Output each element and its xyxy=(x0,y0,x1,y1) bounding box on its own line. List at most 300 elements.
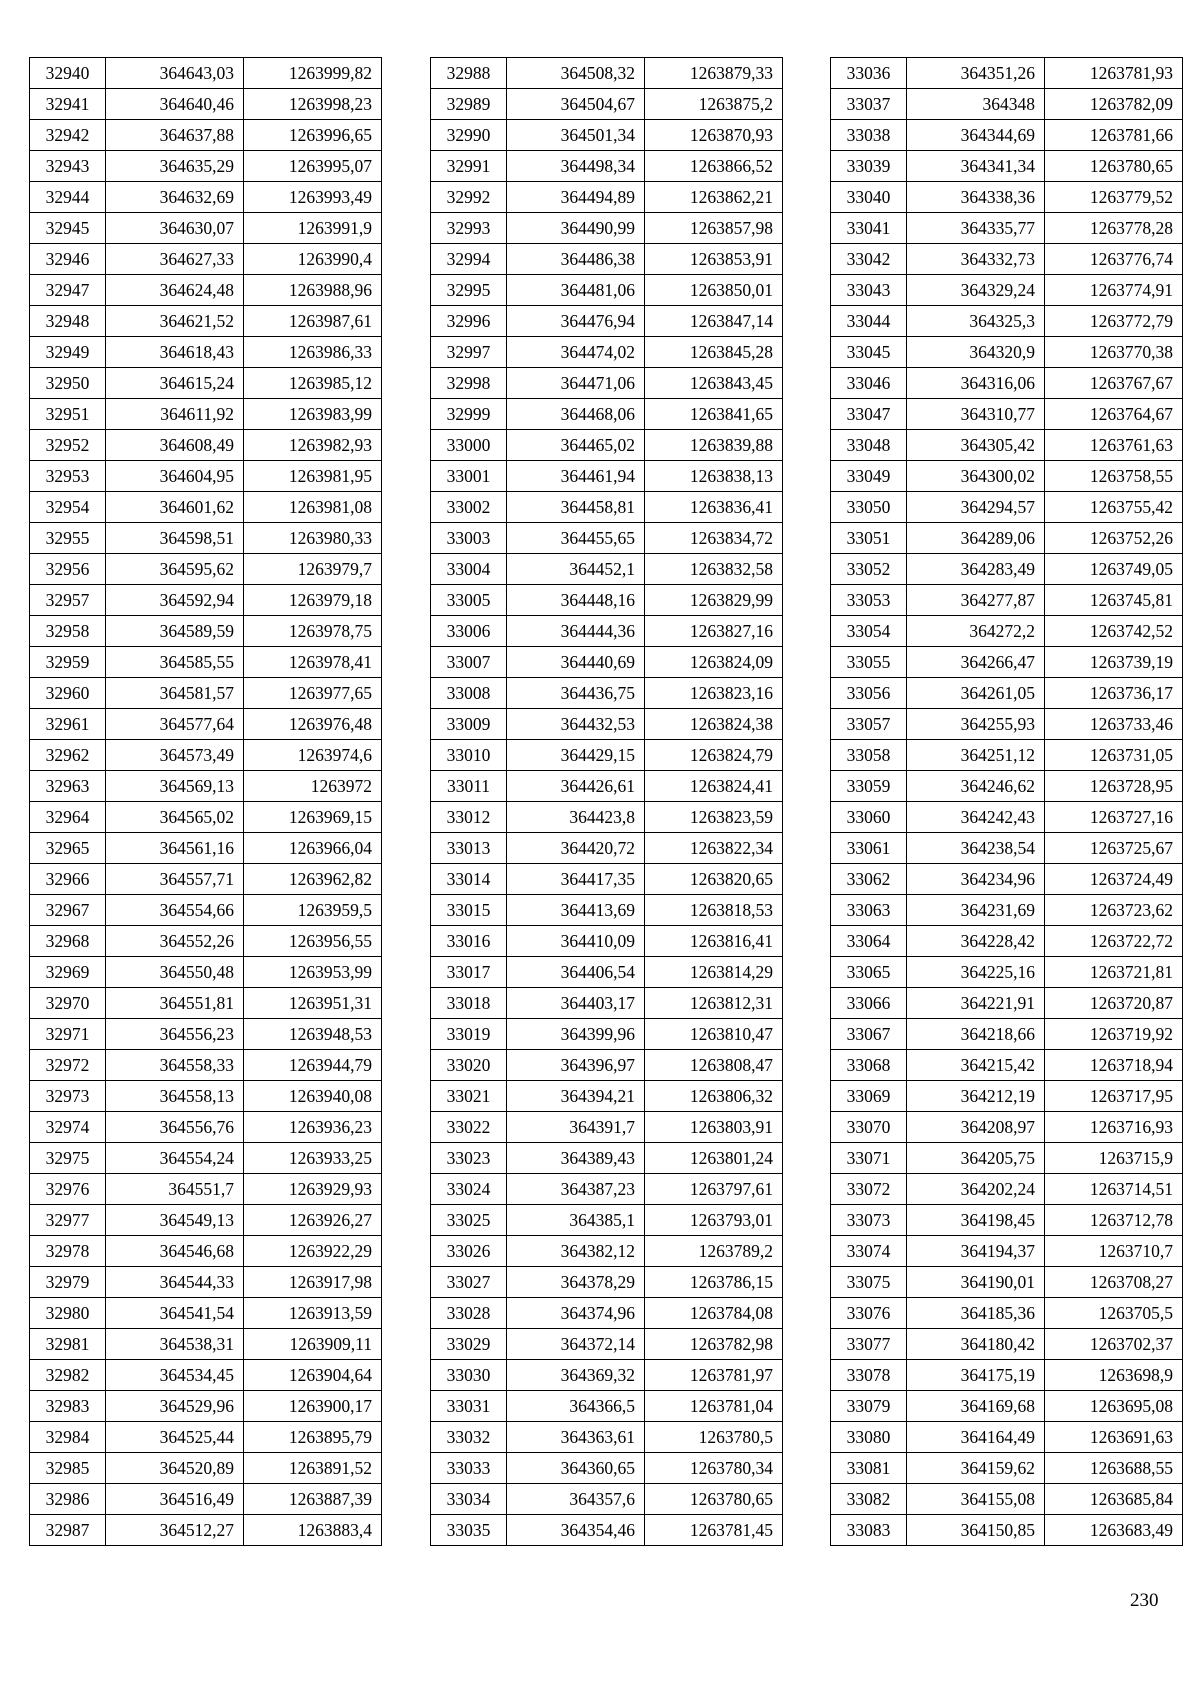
x-coordinate-cell: 364354,46 xyxy=(507,1515,645,1546)
y-coordinate-cell: 1263715,9 xyxy=(1045,1143,1183,1174)
table-row xyxy=(30,833,382,864)
point-number-cell: 32942 xyxy=(30,120,106,151)
x-coordinate-cell: 364525,44 xyxy=(106,1422,244,1453)
point-number-cell: 33034 xyxy=(431,1484,507,1515)
x-coordinate-cell: 364420,72 xyxy=(507,833,645,864)
x-coordinate-cell: 364520,89 xyxy=(106,1453,244,1484)
y-coordinate-cell: 1263806,32 xyxy=(645,1081,783,1112)
point-number-cell: 33075 xyxy=(831,1267,907,1298)
table-row xyxy=(431,368,783,399)
table-row xyxy=(431,1484,783,1515)
point-number-cell: 33032 xyxy=(431,1422,507,1453)
y-coordinate-cell: 1263895,79 xyxy=(244,1422,382,1453)
table-row xyxy=(831,89,1183,120)
x-coordinate-cell: 364550,48 xyxy=(106,957,244,988)
point-number-cell: 32950 xyxy=(30,368,106,399)
x-coordinate-cell: 364225,16 xyxy=(907,957,1045,988)
point-number-cell: 33078 xyxy=(831,1360,907,1391)
point-number-cell: 33049 xyxy=(831,461,907,492)
point-number-cell: 32991 xyxy=(431,151,507,182)
table-row xyxy=(831,337,1183,368)
table-row xyxy=(431,1050,783,1081)
x-coordinate-cell: 364169,68 xyxy=(907,1391,1045,1422)
table-row xyxy=(30,58,382,89)
y-coordinate-cell: 1263824,38 xyxy=(645,709,783,740)
y-coordinate-cell: 1263801,24 xyxy=(645,1143,783,1174)
table-row xyxy=(831,740,1183,771)
y-coordinate-cell: 1263853,91 xyxy=(645,244,783,275)
x-coordinate-cell: 364501,34 xyxy=(507,120,645,151)
point-number-cell: 33037 xyxy=(831,89,907,120)
point-number-cell: 33016 xyxy=(431,926,507,957)
table-row xyxy=(831,1422,1183,1453)
y-coordinate-cell: 1263789,2 xyxy=(645,1236,783,1267)
x-coordinate-cell: 364643,03 xyxy=(106,58,244,89)
table-row xyxy=(831,1329,1183,1360)
y-coordinate-cell: 1263702,37 xyxy=(1045,1329,1183,1360)
y-coordinate-cell: 1263780,65 xyxy=(1045,151,1183,182)
x-coordinate-cell: 364544,33 xyxy=(106,1267,244,1298)
x-coordinate-cell: 364413,69 xyxy=(507,895,645,926)
x-coordinate-cell: 364329,24 xyxy=(907,275,1045,306)
table-row xyxy=(431,740,783,771)
point-number-cell: 32969 xyxy=(30,957,106,988)
table-row xyxy=(30,492,382,523)
point-number-cell: 33072 xyxy=(831,1174,907,1205)
x-coordinate-cell: 364190,01 xyxy=(907,1267,1045,1298)
point-number-cell: 33018 xyxy=(431,988,507,1019)
y-coordinate-cell: 1263879,33 xyxy=(645,58,783,89)
table-row xyxy=(831,1112,1183,1143)
table-row xyxy=(431,1422,783,1453)
x-coordinate-cell: 364624,48 xyxy=(106,275,244,306)
x-coordinate-cell: 364175,19 xyxy=(907,1360,1045,1391)
point-number-cell: 32960 xyxy=(30,678,106,709)
x-coordinate-cell: 364289,06 xyxy=(907,523,1045,554)
x-coordinate-cell: 364185,36 xyxy=(907,1298,1045,1329)
y-coordinate-cell: 1263814,29 xyxy=(645,957,783,988)
x-coordinate-cell: 364300,02 xyxy=(907,461,1045,492)
table-row xyxy=(831,678,1183,709)
point-number-cell: 33005 xyxy=(431,585,507,616)
table-row xyxy=(30,368,382,399)
point-number-cell: 32986 xyxy=(30,1484,106,1515)
y-coordinate-cell: 1263953,99 xyxy=(244,957,382,988)
y-coordinate-cell: 1263866,52 xyxy=(645,151,783,182)
y-coordinate-cell: 1263891,52 xyxy=(244,1453,382,1484)
x-coordinate-cell: 364471,06 xyxy=(507,368,645,399)
point-number-cell: 33017 xyxy=(431,957,507,988)
y-coordinate-cell: 1263977,65 xyxy=(244,678,382,709)
table-row xyxy=(431,1143,783,1174)
y-coordinate-cell: 1263824,41 xyxy=(645,771,783,802)
point-number-cell: 33040 xyxy=(831,182,907,213)
coordinate-table-1 xyxy=(29,57,382,1546)
x-coordinate-cell: 364541,54 xyxy=(106,1298,244,1329)
x-coordinate-cell: 364202,24 xyxy=(907,1174,1045,1205)
table-row xyxy=(831,1453,1183,1484)
point-number-cell: 32945 xyxy=(30,213,106,244)
table-row xyxy=(431,1267,783,1298)
point-number-cell: 32983 xyxy=(30,1391,106,1422)
table-row xyxy=(831,58,1183,89)
y-coordinate-cell: 1263782,98 xyxy=(645,1329,783,1360)
x-coordinate-cell: 364585,55 xyxy=(106,647,244,678)
x-coordinate-cell: 364621,52 xyxy=(106,306,244,337)
point-number-cell: 33076 xyxy=(831,1298,907,1329)
table-row xyxy=(431,988,783,1019)
x-coordinate-cell: 364565,02 xyxy=(106,802,244,833)
y-coordinate-cell: 1263948,53 xyxy=(244,1019,382,1050)
y-coordinate-cell: 1263933,25 xyxy=(244,1143,382,1174)
x-coordinate-cell: 364363,61 xyxy=(507,1422,645,1453)
y-coordinate-cell: 1263843,45 xyxy=(645,368,783,399)
x-coordinate-cell: 364490,99 xyxy=(507,213,645,244)
point-number-cell: 33068 xyxy=(831,1050,907,1081)
x-coordinate-cell: 364448,16 xyxy=(507,585,645,616)
x-coordinate-cell: 364403,17 xyxy=(507,988,645,1019)
y-coordinate-cell: 1263752,26 xyxy=(1045,523,1183,554)
point-number-cell: 33036 xyxy=(831,58,907,89)
x-coordinate-cell: 364417,35 xyxy=(507,864,645,895)
point-number-cell: 33065 xyxy=(831,957,907,988)
y-coordinate-cell: 1263776,74 xyxy=(1045,244,1183,275)
table-row xyxy=(30,182,382,213)
table-row xyxy=(431,523,783,554)
x-coordinate-cell: 364423,8 xyxy=(507,802,645,833)
y-coordinate-cell: 1263985,12 xyxy=(244,368,382,399)
y-coordinate-cell: 1263755,42 xyxy=(1045,492,1183,523)
x-coordinate-cell: 364212,19 xyxy=(907,1081,1045,1112)
x-coordinate-cell: 364391,7 xyxy=(507,1112,645,1143)
x-coordinate-cell: 364640,46 xyxy=(106,89,244,120)
y-coordinate-cell: 1263929,93 xyxy=(244,1174,382,1205)
x-coordinate-cell: 364294,57 xyxy=(907,492,1045,523)
x-coordinate-cell: 364320,9 xyxy=(907,337,1045,368)
point-number-cell: 33063 xyxy=(831,895,907,926)
x-coordinate-cell: 364164,49 xyxy=(907,1422,1045,1453)
table-row xyxy=(30,275,382,306)
table-row xyxy=(30,1267,382,1298)
x-coordinate-cell: 364534,45 xyxy=(106,1360,244,1391)
point-number-cell: 33064 xyxy=(831,926,907,957)
table-row xyxy=(30,1143,382,1174)
point-number-cell: 33077 xyxy=(831,1329,907,1360)
point-number-cell: 33059 xyxy=(831,771,907,802)
point-number-cell: 32997 xyxy=(431,337,507,368)
x-coordinate-cell: 364508,32 xyxy=(507,58,645,89)
table-row xyxy=(831,430,1183,461)
y-coordinate-cell: 1263731,05 xyxy=(1045,740,1183,771)
table-row xyxy=(431,771,783,802)
point-number-cell: 33044 xyxy=(831,306,907,337)
point-number-cell: 33046 xyxy=(831,368,907,399)
table-row xyxy=(831,1081,1183,1112)
table-row xyxy=(831,492,1183,523)
table-row xyxy=(831,1050,1183,1081)
point-number-cell: 33045 xyxy=(831,337,907,368)
y-coordinate-cell: 1263781,66 xyxy=(1045,120,1183,151)
point-number-cell: 33060 xyxy=(831,802,907,833)
point-number-cell: 32970 xyxy=(30,988,106,1019)
point-number-cell: 33012 xyxy=(431,802,507,833)
point-number-cell: 33083 xyxy=(831,1515,907,1546)
x-coordinate-cell: 364465,02 xyxy=(507,430,645,461)
table-row xyxy=(431,895,783,926)
point-number-cell: 32956 xyxy=(30,554,106,585)
y-coordinate-cell: 1263917,98 xyxy=(244,1267,382,1298)
table-row xyxy=(431,864,783,895)
table-row xyxy=(431,833,783,864)
point-number-cell: 33024 xyxy=(431,1174,507,1205)
table-row xyxy=(431,244,783,275)
table-row xyxy=(831,647,1183,678)
table-row xyxy=(831,1484,1183,1515)
table-row xyxy=(831,957,1183,988)
table-row xyxy=(431,120,783,151)
y-coordinate-cell: 1263786,15 xyxy=(645,1267,783,1298)
y-coordinate-cell: 1263850,01 xyxy=(645,275,783,306)
point-number-cell: 33000 xyxy=(431,430,507,461)
y-coordinate-cell: 1263845,28 xyxy=(645,337,783,368)
point-number-cell: 32982 xyxy=(30,1360,106,1391)
x-coordinate-cell: 364604,95 xyxy=(106,461,244,492)
y-coordinate-cell: 1263691,63 xyxy=(1045,1422,1183,1453)
x-coordinate-cell: 364498,34 xyxy=(507,151,645,182)
y-coordinate-cell: 1263781,04 xyxy=(645,1391,783,1422)
point-number-cell: 32946 xyxy=(30,244,106,275)
x-coordinate-cell: 364426,61 xyxy=(507,771,645,802)
y-coordinate-cell: 1263714,51 xyxy=(1045,1174,1183,1205)
y-coordinate-cell: 1263986,33 xyxy=(244,337,382,368)
table-row xyxy=(831,771,1183,802)
x-coordinate-cell: 364277,87 xyxy=(907,585,1045,616)
y-coordinate-cell: 1263781,93 xyxy=(1045,58,1183,89)
point-number-cell: 32971 xyxy=(30,1019,106,1050)
point-number-cell: 33048 xyxy=(831,430,907,461)
point-number-cell: 33069 xyxy=(831,1081,907,1112)
point-number-cell: 32994 xyxy=(431,244,507,275)
point-number-cell: 32968 xyxy=(30,926,106,957)
table-row xyxy=(431,151,783,182)
x-coordinate-cell: 364261,05 xyxy=(907,678,1045,709)
table-row xyxy=(30,988,382,1019)
table-row xyxy=(30,647,382,678)
x-coordinate-cell: 364382,12 xyxy=(507,1236,645,1267)
x-coordinate-cell: 364351,26 xyxy=(907,58,1045,89)
y-coordinate-cell: 1263823,16 xyxy=(645,678,783,709)
x-coordinate-cell: 364486,38 xyxy=(507,244,645,275)
point-number-cell: 33011 xyxy=(431,771,507,802)
y-coordinate-cell: 1263900,17 xyxy=(244,1391,382,1422)
x-coordinate-cell: 364577,64 xyxy=(106,709,244,740)
y-coordinate-cell: 1263862,21 xyxy=(645,182,783,213)
y-coordinate-cell: 1263940,08 xyxy=(244,1081,382,1112)
y-coordinate-cell: 1263823,59 xyxy=(645,802,783,833)
y-coordinate-cell: 1263832,58 xyxy=(645,554,783,585)
y-coordinate-cell: 1263834,72 xyxy=(645,523,783,554)
y-coordinate-cell: 1263733,46 xyxy=(1045,709,1183,740)
point-number-cell: 33042 xyxy=(831,244,907,275)
table-row xyxy=(30,213,382,244)
x-coordinate-cell: 364366,5 xyxy=(507,1391,645,1422)
table-row xyxy=(831,988,1183,1019)
point-number-cell: 33003 xyxy=(431,523,507,554)
x-coordinate-cell: 364551,81 xyxy=(106,988,244,1019)
table-row xyxy=(831,1205,1183,1236)
x-coordinate-cell: 364556,76 xyxy=(106,1112,244,1143)
table-row xyxy=(30,1174,382,1205)
x-coordinate-cell: 364561,16 xyxy=(106,833,244,864)
point-number-cell: 33020 xyxy=(431,1050,507,1081)
x-coordinate-cell: 364360,65 xyxy=(507,1453,645,1484)
point-number-cell: 33007 xyxy=(431,647,507,678)
table-row xyxy=(831,864,1183,895)
table-row xyxy=(831,120,1183,151)
point-number-cell: 33074 xyxy=(831,1236,907,1267)
point-number-cell: 33001 xyxy=(431,461,507,492)
x-coordinate-cell: 364246,62 xyxy=(907,771,1045,802)
y-coordinate-cell: 1263926,27 xyxy=(244,1205,382,1236)
point-number-cell: 32954 xyxy=(30,492,106,523)
point-number-cell: 33019 xyxy=(431,1019,507,1050)
y-coordinate-cell: 1263936,23 xyxy=(244,1112,382,1143)
x-coordinate-cell: 364461,94 xyxy=(507,461,645,492)
table-row xyxy=(431,213,783,244)
point-number-cell: 33004 xyxy=(431,554,507,585)
y-coordinate-cell: 1263793,01 xyxy=(645,1205,783,1236)
x-coordinate-cell: 364242,43 xyxy=(907,802,1045,833)
x-coordinate-cell: 364150,85 xyxy=(907,1515,1045,1546)
y-coordinate-cell: 1263816,41 xyxy=(645,926,783,957)
y-coordinate-cell: 1263990,4 xyxy=(244,244,382,275)
x-coordinate-cell: 364569,13 xyxy=(106,771,244,802)
table-row xyxy=(431,802,783,833)
y-coordinate-cell: 1263991,9 xyxy=(244,213,382,244)
y-coordinate-cell: 1263979,18 xyxy=(244,585,382,616)
coordinate-table-2 xyxy=(430,57,783,1546)
y-coordinate-cell: 1263772,79 xyxy=(1045,306,1183,337)
point-number-cell: 33057 xyxy=(831,709,907,740)
x-coordinate-cell: 364468,06 xyxy=(507,399,645,430)
y-coordinate-cell: 1263718,94 xyxy=(1045,1050,1183,1081)
table-row xyxy=(30,771,382,802)
y-coordinate-cell: 1263824,79 xyxy=(645,740,783,771)
x-coordinate-cell: 364228,42 xyxy=(907,926,1045,957)
point-number-cell: 33027 xyxy=(431,1267,507,1298)
y-coordinate-cell: 1263875,2 xyxy=(645,89,783,120)
y-coordinate-cell: 1263981,95 xyxy=(244,461,382,492)
table-row xyxy=(431,275,783,306)
x-coordinate-cell: 364238,54 xyxy=(907,833,1045,864)
y-coordinate-cell: 1263742,52 xyxy=(1045,616,1183,647)
point-number-cell: 32964 xyxy=(30,802,106,833)
point-number-cell: 33058 xyxy=(831,740,907,771)
table-row xyxy=(831,1515,1183,1546)
y-coordinate-cell: 1263688,55 xyxy=(1045,1453,1183,1484)
x-coordinate-cell: 364389,43 xyxy=(507,1143,645,1174)
x-coordinate-cell: 364159,62 xyxy=(907,1453,1045,1484)
x-coordinate-cell: 364325,3 xyxy=(907,306,1045,337)
table-row xyxy=(431,1360,783,1391)
x-coordinate-cell: 364554,66 xyxy=(106,895,244,926)
table-row xyxy=(30,1081,382,1112)
x-coordinate-cell: 364516,49 xyxy=(106,1484,244,1515)
x-coordinate-cell: 364348 xyxy=(907,89,1045,120)
point-number-cell: 32975 xyxy=(30,1143,106,1174)
point-number-cell: 33051 xyxy=(831,523,907,554)
page-number: 230 xyxy=(1130,1590,1159,1611)
point-number-cell: 32948 xyxy=(30,306,106,337)
x-coordinate-cell: 364221,91 xyxy=(907,988,1045,1019)
y-coordinate-cell: 1263717,95 xyxy=(1045,1081,1183,1112)
x-coordinate-cell: 364440,69 xyxy=(507,647,645,678)
table-row xyxy=(431,585,783,616)
point-number-cell: 32944 xyxy=(30,182,106,213)
point-number-cell: 33029 xyxy=(431,1329,507,1360)
table-row xyxy=(30,1112,382,1143)
table-row xyxy=(431,492,783,523)
table-row xyxy=(431,678,783,709)
y-coordinate-cell: 1263781,45 xyxy=(645,1515,783,1546)
point-number-cell: 32953 xyxy=(30,461,106,492)
point-number-cell: 32967 xyxy=(30,895,106,926)
x-coordinate-cell: 364601,62 xyxy=(106,492,244,523)
point-number-cell: 33015 xyxy=(431,895,507,926)
point-number-cell: 33056 xyxy=(831,678,907,709)
y-coordinate-cell: 1263824,09 xyxy=(645,647,783,678)
point-number-cell: 32987 xyxy=(30,1515,106,1546)
y-coordinate-cell: 1263812,31 xyxy=(645,988,783,1019)
table-row xyxy=(431,1453,783,1484)
y-coordinate-cell: 1263723,62 xyxy=(1045,895,1183,926)
y-coordinate-cell: 1263761,63 xyxy=(1045,430,1183,461)
table-row xyxy=(431,926,783,957)
table-row xyxy=(831,709,1183,740)
table-row xyxy=(30,802,382,833)
point-number-cell: 33023 xyxy=(431,1143,507,1174)
y-coordinate-cell: 1263712,78 xyxy=(1045,1205,1183,1236)
y-coordinate-cell: 1263780,34 xyxy=(645,1453,783,1484)
table-row xyxy=(431,1329,783,1360)
y-coordinate-cell: 1263829,99 xyxy=(645,585,783,616)
table-row xyxy=(831,523,1183,554)
x-coordinate-cell: 364546,68 xyxy=(106,1236,244,1267)
table-row xyxy=(831,306,1183,337)
point-number-cell: 32963 xyxy=(30,771,106,802)
y-coordinate-cell: 1263685,84 xyxy=(1045,1484,1183,1515)
x-coordinate-cell: 364205,75 xyxy=(907,1143,1045,1174)
y-coordinate-cell: 1263803,91 xyxy=(645,1112,783,1143)
y-coordinate-cell: 1263974,6 xyxy=(244,740,382,771)
x-coordinate-cell: 364481,06 xyxy=(507,275,645,306)
point-number-cell: 33033 xyxy=(431,1453,507,1484)
point-number-cell: 32947 xyxy=(30,275,106,306)
y-coordinate-cell: 1263739,19 xyxy=(1045,647,1183,678)
table-row xyxy=(431,1205,783,1236)
x-coordinate-cell: 364504,67 xyxy=(507,89,645,120)
x-coordinate-cell: 364595,62 xyxy=(106,554,244,585)
y-coordinate-cell: 1263818,53 xyxy=(645,895,783,926)
x-coordinate-cell: 364385,1 xyxy=(507,1205,645,1236)
point-number-cell: 33031 xyxy=(431,1391,507,1422)
table-row xyxy=(30,1329,382,1360)
x-coordinate-cell: 364410,09 xyxy=(507,926,645,957)
point-number-cell: 33071 xyxy=(831,1143,907,1174)
x-coordinate-cell: 364432,53 xyxy=(507,709,645,740)
y-coordinate-cell: 1263956,55 xyxy=(244,926,382,957)
point-number-cell: 32951 xyxy=(30,399,106,430)
